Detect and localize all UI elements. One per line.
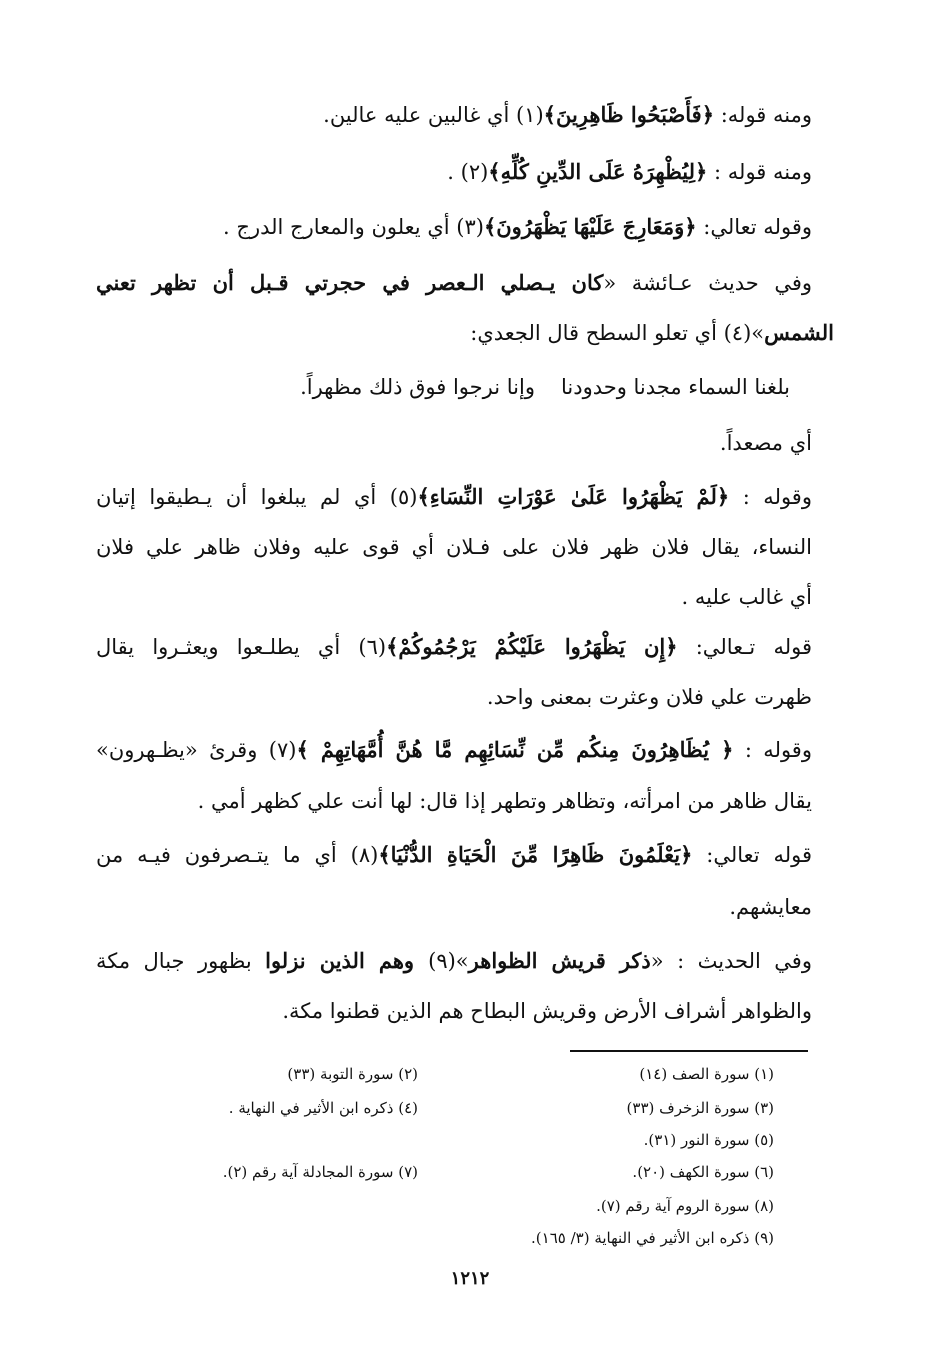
paragraph-4-line-2 [470, 318, 834, 348]
paragraph-5-line-2: النساء، يقال فلان ظهر فلان على فـلان أي قوى عليه وفلان ظاهر علي فلان [96, 535, 812, 559]
footnote-ref: »(٤) [723, 321, 765, 345]
footnote-ref: (٣) [456, 215, 484, 239]
paragraph-text: أي ما يتـصرفون فيـه من [96, 843, 351, 867]
quran-quote: ﴿يَعْلَمُونَ ظَاهِرًا مِّنَ الْحَيَاةِ الدُّنْيَا﴾ [378, 842, 693, 867]
verse-gloss: أي مصعداً. [719, 431, 812, 455]
paragraph-text: قوله تعالي: [692, 843, 812, 867]
footnote-ref: (٢) [460, 160, 489, 184]
footnote-3: (٣) سورة الزخرف (٣٣) [626, 1099, 774, 1117]
poetry-verse [300, 372, 790, 402]
paragraph-text: وفي حديث عـائشة « [603, 271, 813, 295]
quran-quote: ﴿وَمَعَارِجَ عَلَيْهَا يَظْهَرُونَ﴾ [483, 214, 697, 239]
paragraph-text: أي يعلون والمعارج الدرج . [223, 215, 457, 239]
quran-quote: ﴿ يُظَاهِرُونَ مِنكُم مِّن نِّسَائِهِم مَّا هُنَّ أُمَّهَاتِهِمْ ﴾ [296, 737, 734, 762]
paragraph-text: وقوله : [729, 485, 812, 509]
paragraph-6-line-1 [96, 632, 812, 662]
page-number: ١٢١٢ [450, 1268, 490, 1289]
footnote-1: (١) سورة الصف (١٤) [639, 1065, 774, 1083]
quran-quote: ﴿إِن يَظْهَرُوا عَلَيْكُمْ يَرْجُمُوكُمْ﴾ [386, 634, 678, 659]
paragraph-text: أي غالبين عليه عالين. [323, 103, 516, 127]
paragraph-text: أي لم يبلغوا أن يـطيقوا إتيان [96, 485, 390, 509]
footnote-ref: (١) [515, 103, 544, 127]
paragraph-text: وفي الحديث : « [650, 949, 812, 973]
hadith-quote: الشمس [764, 320, 834, 345]
footnote-7: (٧) سورة المجادلة آية رقم (٢). [222, 1163, 418, 1181]
footnote-ref: (٧) [268, 738, 297, 762]
footnote-ref: »(٩) [428, 949, 469, 973]
footnote-6: (٦) سورة الكهف (٢٠). [632, 1163, 774, 1181]
paragraph-5-line-1 [96, 482, 812, 512]
hadith-quote: وهم الذين نزلوا [265, 948, 429, 973]
paragraph-5-line-3: أي غالب عليه . [681, 585, 812, 609]
paragraph-4-line-1 [96, 268, 812, 298]
paragraph-9-line-2: والظواهر أشراف الأرض وقريش البطاح هم الذين قطنوا مكة. [282, 999, 812, 1023]
footnote-2: (٢) سورة التوبة (٣٣) [287, 1065, 418, 1083]
paragraph-text: ومنه قوله: [714, 103, 812, 127]
paragraph-text: . [447, 160, 461, 184]
footnote-9: (٩) ذكره ابن الأثير في النهاية (٣/ ١٦٥). [531, 1229, 774, 1247]
footnote-4: (٤) ذكره ابن الأثير في النهاية . [228, 1099, 418, 1117]
paragraph-text: أي يطلـعوا ويعثـروا يقال [96, 635, 359, 659]
paragraph-8-line-1 [96, 840, 812, 870]
footnote-ref: (٥) [389, 485, 418, 509]
footnote-5: (٥) سورة النور (٣١). [643, 1131, 774, 1149]
quran-quote: ﴿لِيُظْهِرَهُ عَلَى الدِّينِ كُلِّهِ﴾ [488, 159, 708, 184]
footnote-8: (٨) سورة الروم آية رقم (٧). [596, 1197, 774, 1215]
paragraph-text: وقوله تعالي: [696, 215, 812, 239]
paragraph-6-line-2: ظهرت علي فلان وعثرت بمعنى واحد. [486, 685, 812, 709]
footnote-ref: (٦) [358, 635, 387, 659]
paragraph-text: بظهور جبال مكة [96, 949, 266, 973]
verse-hemistich-2: وإنا نرجوا فوق ذلك مظهراً. [300, 375, 535, 399]
paragraph-text: قوله تـعالي: [677, 635, 812, 659]
footnote-separator [570, 1050, 808, 1052]
paragraph-7-line-1 [96, 735, 812, 765]
paragraph-8-line-2: معايشهم. [729, 895, 812, 919]
quran-quote: ﴿لَمْ يَظْهَرُوا عَلَىٰ عَوْرَاتِ النِّسَاءِ﴾ [417, 484, 730, 509]
hadith-quote: ذكر قريش الظواهر [468, 948, 651, 973]
paragraph-9-line-1 [96, 946, 812, 976]
paragraph-1 [323, 100, 812, 130]
verse-hemistich-1: بلغنا السماء مجدنا وحدودنا [560, 375, 790, 399]
paragraph-text: وقرئ «يظـهرون» [96, 738, 269, 762]
paragraph-text: وقوله : [733, 738, 812, 762]
hadith-quote: كان يـصلي الـعصر في حجرتي قـبل أن تظهر تعني [96, 270, 604, 295]
paragraph-2 [447, 157, 812, 187]
paragraph-text: أي تعلو السطح قال الجعدي: [470, 321, 724, 345]
quran-quote: ﴿فَأَصْبَحُوا ظَاهِرِينَ﴾ [543, 102, 715, 127]
footnote-ref: (٨) [350, 843, 379, 867]
paragraph-text: ومنه قوله : [707, 160, 812, 184]
paragraph-3 [223, 212, 812, 242]
paragraph-7-line-2: يقال ظاهر من امرأته، وتظاهر وتطهر إذا قال: لها أنت علي كظهر أمي . [197, 789, 812, 813]
